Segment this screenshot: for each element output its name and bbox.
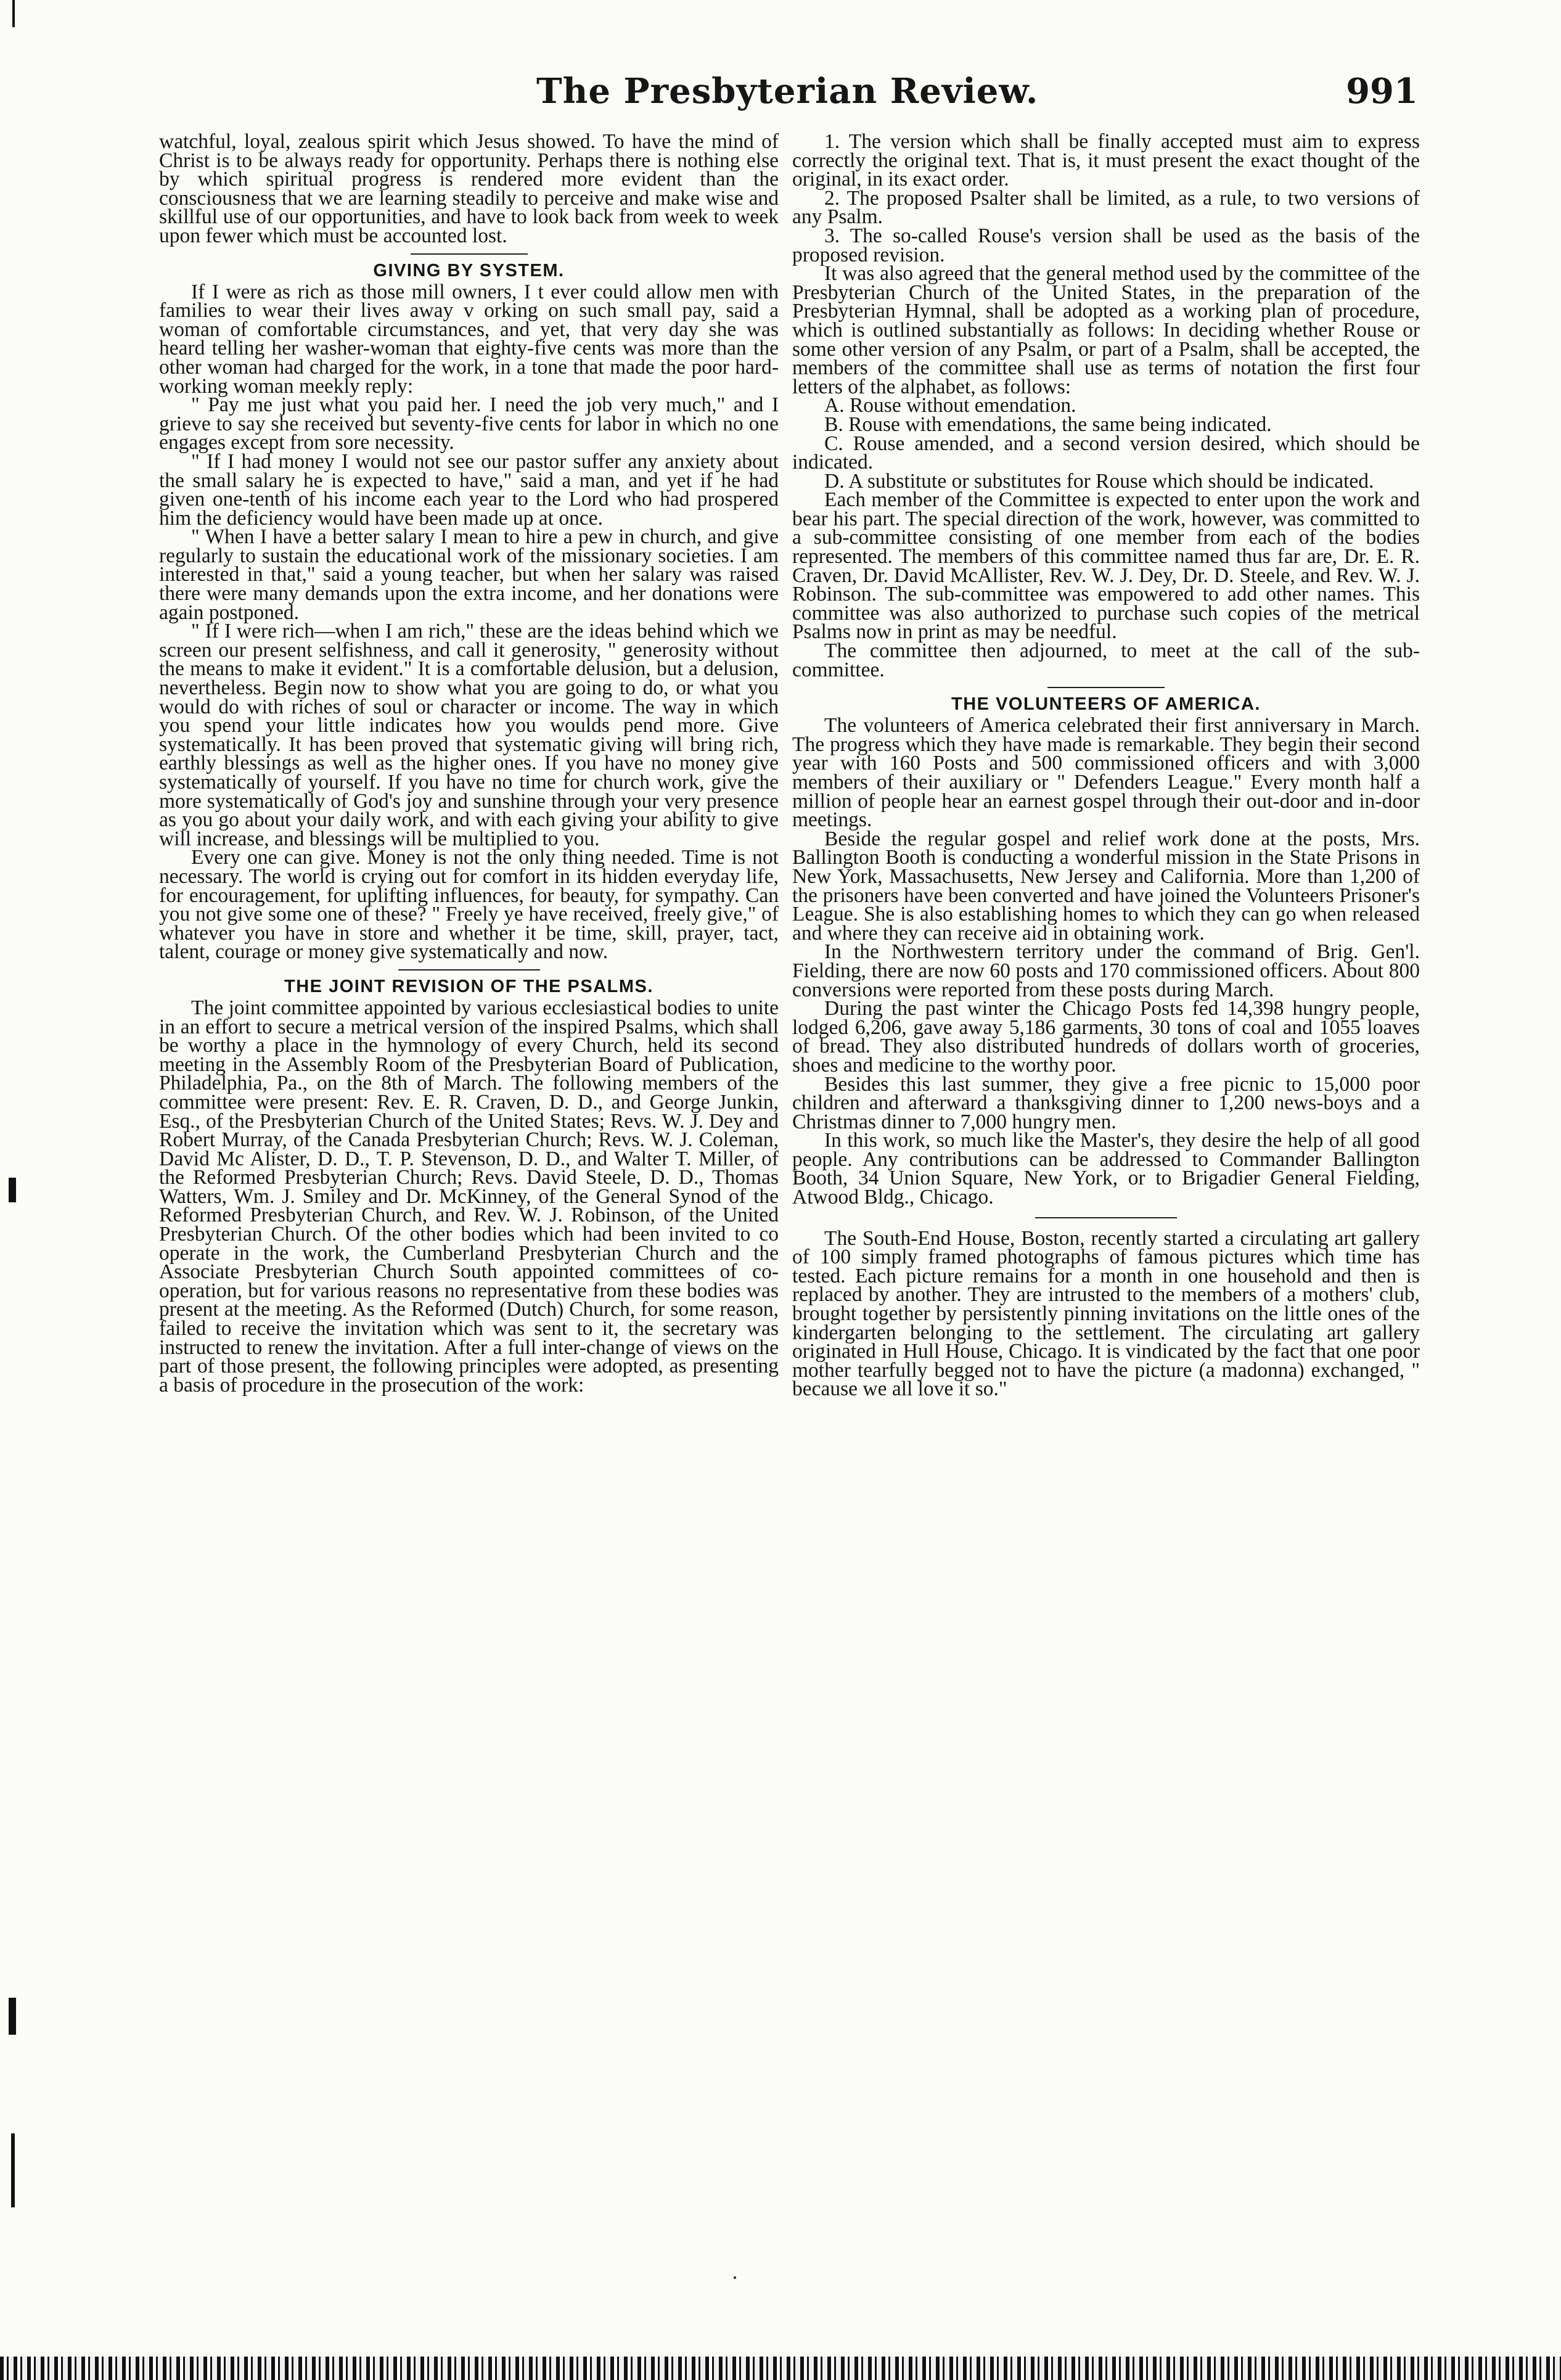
scan-bottom-edge [0, 2357, 1561, 2380]
paragraph: It was also agreed that the general method used by the committee of the Presbyterian Church of the United States, in the preparation of the Presbyterian Hymnal, shall be adopted as a working plan of procedure, which is outlined substantially as follows: In deciding whether Rouse or some other version of any Psalm, or part of a Psalm, shall be accepted, the members of the committee shall use as terms of notation the first four letters of the alphabet, as follows: [792, 262, 1420, 398]
list-item: 2. The proposed Psalter shall be limited, as a rule, to two versions of any Psalm. [792, 186, 1420, 229]
left-edge-mark [9, 1178, 16, 1202]
left-edge-mark [12, 0, 15, 27]
right-column [792, 130, 1420, 1401]
paragraph: Each member of the Committee is expected to enter upon the work and bear his part. The special direction of the work, however, was committed to a sub-committee consisting of one member from each of the bodies represented. The members of this committee named thus far are, Dr. E. R. Craven, Dr. David McAllister, Rev. W. J. Dey, Dr. D. Steele, and Rev. W. J. Robinson. The sub-committee was empowered to add other names. This committee was also authorized to purchase such copies of the metrical Psalms now in print as may be needful. [792, 488, 1420, 644]
publication-title: The Presbyterian Review. [536, 71, 1039, 112]
paragraph: The joint committee appointed by various ecclesiastical bodies to unite in an effort to secure a metrical version of the inspired Psalms, which shall be worthy a place in the hymnology of every Church, held its second meeting in the Assembly Room of the Presbyterian Board of Publication, Philadelphia, Pa., on the 8th of March. The following members of the committee were present: Rev. E. R. Craven, D. D., and George Junkin, Esq., of the Presbyterian Church of the United States; Revs. W. J. Dey and Robert Murray, of the Canada Presbyterian Church; Revs. W. J. Coleman, David Mc Alister, D. D., T. P. Stevenson, D. D., and Walter T. Miller, of the Reformed Presbyterian Church; Revs. David Steele, D. D., Thomas Watters, Wm. J. Smiley and Dr. McKinney, of the General Synod of the Reformed Presbyterian Church, and Rev. W. J. Robinson, of the United Presbyterian Church. Of the other bodies which had been invited to co operate in the work, the Cumberland Presbyterian Church and the Associate Presbyterian Church South appointed committees of co-operation, but for various reasons no representative from these bodies was present at the meeting. As the Reformed (Dutch) Church, for some reason, failed to receive the invitation which was sent to it, the secretary was instructed to renew the invitation. After a full inter-change of views on the part of those present, the following principles were adopted, as presenting a basis of procedure in the prosecution of the work: [159, 996, 779, 1397]
paragraph: " If I had money I would not see our pastor suffer any anxiety about the small salary he is expected to have," said a man, and yet if he had given one-tenth of his income each year to the Lord who had prospered him the deficiency would have been made up at once. [159, 449, 779, 530]
list-item: A. Rouse without emendation. [824, 394, 1076, 417]
list-item: D. A substitute or substitutes for Rouse which should be indicated. [824, 469, 1374, 493]
paragraph: Beside the regular gospel and relief work done at the posts, Mrs. Ballington Booth is conducting a wonderful mission in the State Prisons in New York, Massachusetts, New Jersey and California. More than 1,200 of the prisoners have been converted and have joined the Volunteers Prisoner's League. She is also establishing homes to which they can go when released and where they can receive aid in obtaining work. [792, 827, 1420, 945]
paragraph: " Pay me just what you paid her. I need the job very much," and I grieve to say she received but seventy-five cents for labor in which no one engages except from sore necessity. [159, 393, 779, 454]
left-edge-mark [11, 2133, 15, 2207]
page-number: 991 [1346, 71, 1418, 112]
paragraph: " When I have a better salary I mean to hire a pew in church, and give regularly to sustain the educational work of the missionary societies. I am interested in that," said a young teacher, but when her salary was raised there were many demands upon the extra income, and her donations were again postponed. [159, 525, 779, 624]
section-rule [411, 253, 528, 255]
section-heading: THE JOINT REVISION OF THE PSALMS. [284, 976, 653, 996]
list-item: 1. The version which shall be finally accepted must aim to express correctly the original text. That is, it must present the exact thought of the original, in its exact order. [792, 130, 1420, 191]
page-header [154, 71, 1418, 120]
section-rule [1047, 687, 1165, 688]
paragraph: The volunteers of America celebrated their first anniversary in March. The progress which they have made is remarkable. They begin their second year with 160 Posts and 500 commissioned officers and with 3,000 members of their auxiliary or " Defenders League." Every month half a million of people hear an earnest gospel through their out-door and in-door meetings. [792, 714, 1420, 832]
left-column [159, 130, 779, 1397]
left-edge-mark [9, 1998, 16, 2035]
paragraph: In this work, so much like the Master's, they desire the help of all good people. Any contributions can be addressed to Commander Ballington Booth, 34 Union Square, New York, or to Brigadier General Fielding, Atwood Bldg., Chicago. [792, 1129, 1420, 1209]
paragraph: Every one can give. Money is not the only thing needed. Time is not necessary. The world is crying out for comfort in its hidden everyday life, for encouragement, for uplifting influences, for beauty, for sympathy. Can you not give some one of these? " Freely ye have received, freely give," of whatever you have in store and whether it be time, skill, prayer, tact, talent, courage or money give systematically and now. [159, 846, 779, 964]
paragraph: The South-End House, Boston, recently started a circulating art gallery of 100 simply framed photographs of famous pictures which time has tested. Each picture remains for a month in one household and then is replaced by another. They are intrusted to the members of a mothers' club, brought together by persistently pinning invitations on the little ones of the kindergarten belonging to the settlement. The circulating art gallery originated in Hull House, Chicago. It is vindicated by the fact that one poor mother tearfully begged not to have the picture (a madonna) exchanged, " because we all love it so." [792, 1226, 1420, 1401]
section-rule [398, 969, 540, 970]
section-rule [1035, 1217, 1177, 1218]
section-heading: THE VOLUNTEERS OF AMERICA. [951, 694, 1261, 715]
paragraph: Besides this last summer, they give a free picnic to 15,000 poor children and afterward a thanksgiving dinner to 1,200 news-boys and a Christmas dinner to 7,000 hungry men. [792, 1072, 1420, 1133]
list-item: B. Rouse with emendations, the same being indicated. [824, 412, 1272, 436]
paragraph: During the past winter the Chicago Posts fed 14,398 hungry people, lodged 6,206, gave away 5,186 garments, 30 tons of coal and 1055 loaves of bread. They also distributed hundreds of dollars worth of groceries, shoes and medicine to the worthy poor. [792, 997, 1420, 1077]
paragraph: " If I were rich—when I am rich," these are the ideas behind which we screen our present selfishness, and call it generosity, " generosity without the means to make it evident." It is a comfortable delusion, but a delusion, nevertheless. Begin now to show what you are going to do, or what you would do with riches of soul or character or income. The way in which you spend your little indicates how you woulds pend more. Give systematically. It has been proved that systematic giving will bring rich, earthly blessings as well as the higher ones. If you have no money give systematically of yourself. If you have no time for church work, give the more systematically of God's joy and sunshine through your very presence as you go about your daily work, and with each giving your ability to give will increase, and blessings will be multiplied to you. [159, 620, 779, 850]
paragraph: In the Northwestern territory under the command of Brig. Gen'l. Fielding, there are now 60 posts and 170 commissioned officers. About 800 conversions were reported from these posts during March. [792, 940, 1420, 1001]
paragraph: If I were as rich as those mill owners, I t ever could allow men with families to wear their lives away v orking on such small pay, said a woman of comfortable circumstances, and yet, that very day she was heard telling her washer-woman that eighty-five cents was more than the other woman had charged for the work, in a tone that made the poor hard-working woman meekly reply: [159, 280, 779, 398]
section-heading: GIVING BY SYSTEM. [373, 260, 565, 281]
paragraph: The committee then adjourned, to meet at the call of the sub-committee. [792, 639, 1420, 681]
page-speck [734, 2276, 736, 2279]
list-item: C. Rouse amended, and a second version desired, which should be indicated. [792, 432, 1420, 474]
list-item: 3. The so-called Rouse's version shall be used as the basis of the proposed revision. [792, 224, 1420, 266]
paragraph: watchful, loyal, zealous spirit which Jesus showed. To have the mind of Christ is to be always ready for opportunity. Perhaps there is nothing else by which spiritual progress is rendered more evident than the consciousness that we are learning steadily to perceive and make wise and skillful use of our opportunities, and have to look back from week to week upon fewer which must be accounted lost. [159, 130, 779, 247]
